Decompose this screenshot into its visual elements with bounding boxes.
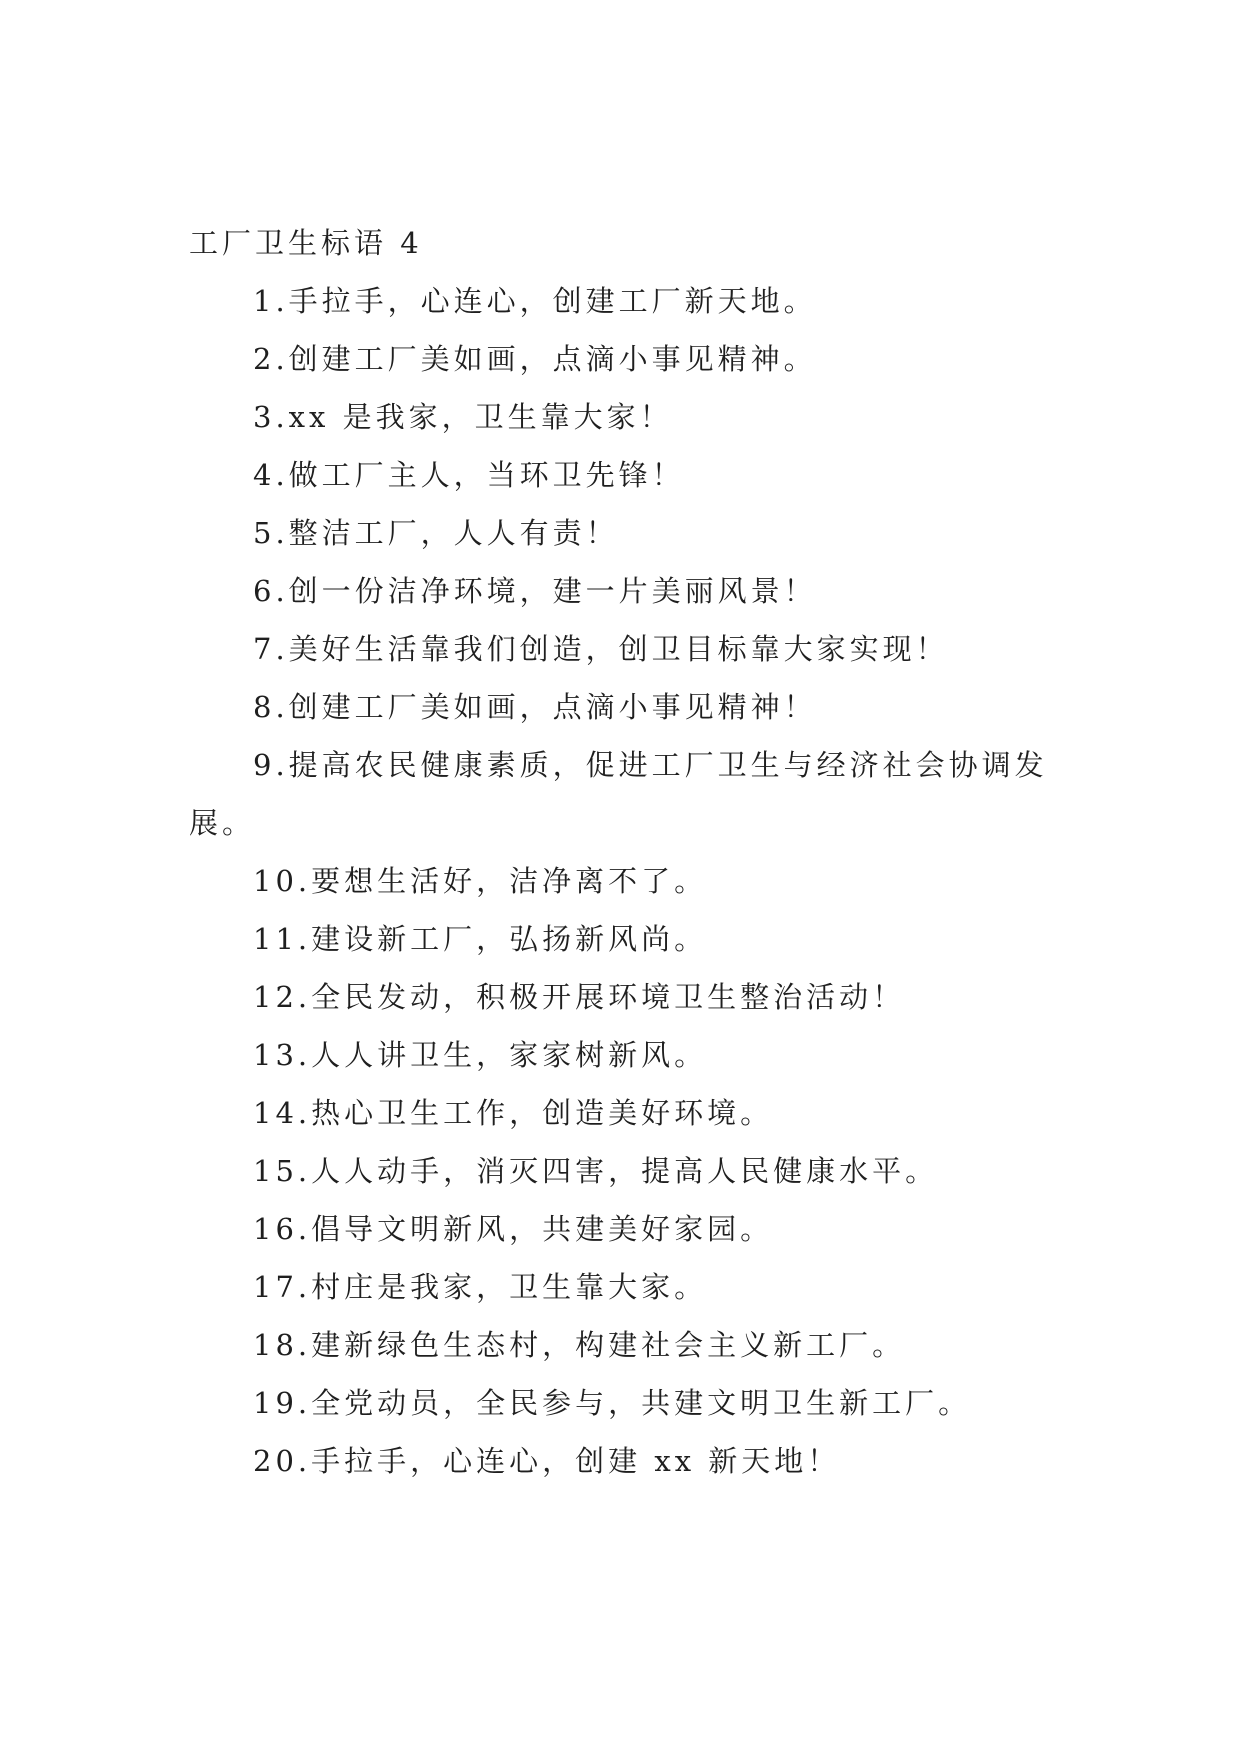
list-item: 5.整洁工厂，人人有责！ (253, 516, 619, 550)
list-item: 15.人人动手，消灭四害，提高人民健康水平。 (253, 1154, 939, 1188)
list-item: 14.热心卫生工作，创造美好环境。 (253, 1096, 774, 1130)
list-item: 1.手拉手，心连心，创建工厂新天地。 (253, 284, 817, 318)
list-item: 8.创建工厂美如画，点滴小事见精神！ (253, 690, 817, 724)
list-item: 16.倡导文明新风，共建美好家园。 (253, 1212, 774, 1246)
list-item: 19.全党动员，全民参与，共建文明卫生新工厂。 (253, 1386, 972, 1420)
list-item: 4.做工厂主人，当环卫先锋！ (253, 458, 685, 492)
list-item: 12.全民发动，积极开展环境卫生整治活动！ (253, 980, 906, 1014)
list-item: 9.提高农民健康素质，促进工厂卫生与经济社会协调发展。 (189, 748, 1048, 840)
list-item: 7.美好生活靠我们创造，创卫目标靠大家实现！ (253, 632, 949, 666)
list-item: 6.创一份洁净环境，建一片美丽风景！ (253, 574, 817, 608)
list-item: 20.手拉手，心连心，创建 xx 新天地！ (253, 1444, 841, 1478)
list-item: 2.创建工厂美如画，点滴小事见精神。 (253, 342, 817, 376)
document-body (189, 214, 1051, 1490)
document-title: 工厂卫生标语 4 (189, 226, 423, 260)
list-item: 10.要想生活好，洁净离不了。 (253, 864, 708, 898)
list-item: 18.建新绿色生态村，构建社会主义新工厂。 (253, 1328, 906, 1362)
list-item: 17.村庄是我家，卫生靠大家。 (253, 1270, 708, 1304)
list-item: 11.建设新工厂，弘扬新风尚。 (253, 922, 708, 956)
slogan-list (189, 272, 1051, 1490)
list-item: 13.人人讲卫生，家家树新风。 (253, 1038, 708, 1072)
list-item: 3.xx 是我家，卫生靠大家！ (253, 400, 673, 434)
